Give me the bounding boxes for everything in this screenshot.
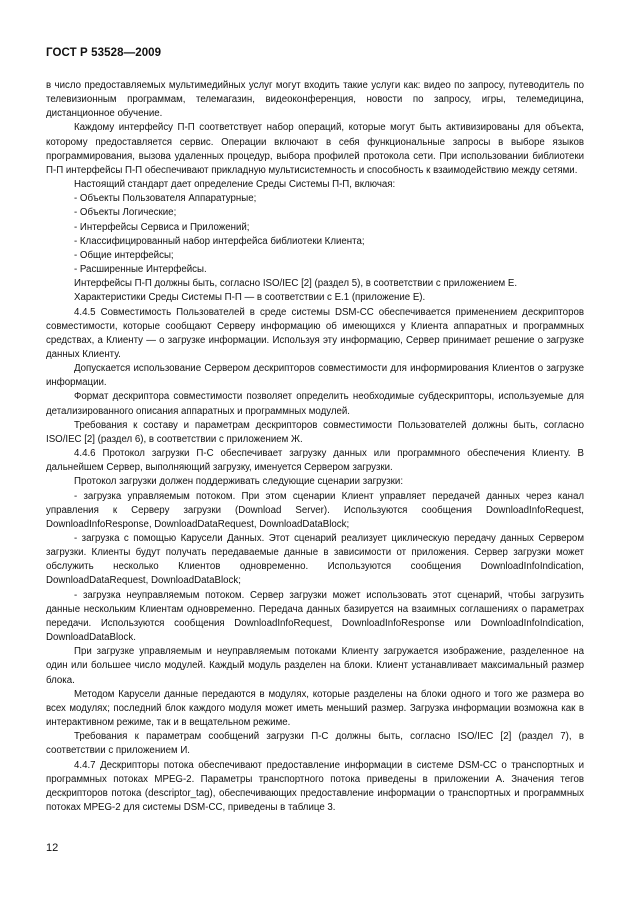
body-paragraph: - загрузка управляемым потоком. При этом сценарии Клиент управляет передачей данных через канал управления к Серверу загрузки (Download Server). Используются сообщения DownloadInfoRequest, DownloadInfoResponse, DownloadDataRequest, DownloadDataBlock; (46, 490, 584, 530)
body-paragraph: Методом Карусели данные передаются в модулях, которые разделены на блоки одного и того же размера во всех модулях; последний блок каждого модуля может иметь меньший размер. Загрузка информации возможна как в интерактивном режиме, так и в вещательном режиме. (46, 688, 584, 729)
body-paragraph: Интерфейсы П-П должны быть, согласно ISO/IEC [2] (раздел 5), в соответствии с приложением Е. (74, 278, 518, 290)
document-body (46, 79, 584, 815)
body-paragraph: - Объекты Пользователя Аппаратурные; (74, 193, 257, 205)
body-paragraph: Настоящий стандарт дает определение Среды Системы П-П, включая: (74, 179, 396, 191)
document-header: ГОСТ Р 53528—2009 (46, 47, 162, 59)
body-paragraph: в число предоставляемых мультимедийных услуг могут входить такие услуги как: видео по запросу, путеводитель по телевизионным программам, телемагазин, видеоконференция, новости по запросу, игры, телемедицина, дистанционное обучение. (46, 80, 584, 120)
body-paragraph: При загрузке управляемым и неуправляемым потоками Клиенту загружается изображение, разделенное на один или большее число модулей. Каждый модуль разделен на блоки. Клиент устанавливает максимальный размер блока. (46, 646, 584, 686)
body-paragraph: Протокол загрузки должен поддерживать следующие сценарии загрузки: (74, 476, 404, 488)
body-paragraph: - Интерфейсы Сервиса и Приложений; (74, 221, 250, 233)
body-paragraph: Каждому интерфейсу П-П соответствует набор операций, которые могут быть активизированы для объекта, которому предоставляется сервис. Операции включают в себя функциональные запросы в выборе языков программирования, вызова удаленных процедур, выбора профилей протокола сети. При использовании библиотеки П-П интерфейсы П-П обеспечивают прикладную мультисистемность и способность к взаимодействию между сетями. (46, 122, 584, 176)
body-paragraph: - Объекты Логические; (74, 207, 177, 219)
body-paragraph: Характеристики Среды Системы П-П — в соответствии с Е.1 (приложение Е). (74, 292, 426, 304)
body-paragraph: Допускается использование Сервером дескрипторов совместимости для информирования Клиентов о загрузке информации. (46, 363, 584, 389)
body-paragraph: 4.4.7 Дескрипторы потока обеспечивают предоставление информации в системе DSM-CC о транспортных и программных потоках MPEG-2. Параметры транспортного потока приведены в приложении А. Значения тегов дескрипторов потока (descriptor_tag), обеспечивающих предоставление информации о транспортных и программных потоках MPEG-2 для системы DSM-CC, приведены в таблице 3. (46, 759, 584, 813)
body-paragraph: - Расширенные Интерфейсы. (74, 264, 207, 276)
body-paragraph: - загрузка неуправляемым потоком. Сервер загрузки может использовать этот сценарий, чтобы загрузить данные нескольким Клиентам одновременно. Передача данных базируется на взаимных соглашениях о параметрах передачи. Используются сообщения DownloadInfoRequest, DownloadInfoResponse или DownloadInfoIndication, DownloadDataBlock. (46, 589, 584, 644)
body-paragraph: 4.4.5 Совместимость Пользователей в среде системы DSM-CC обеспечивается применением дескрипторов совместимости, которые сообщают Серверу информацию об имеющихся у Клиента аппаратных и программных средствах, а Клиенту — о загрузке информации. Используя эту информацию, Сервер принимает решение о загрузке данных Клиенту. (46, 306, 584, 360)
body-paragraph: - Общие интерфейсы; (74, 249, 174, 261)
page-number: 12 (46, 842, 59, 854)
body-paragraph: 4.4.6 Протокол загрузки П-С обеспечивает загрузку данных или программного обеспечения Клиенту. В дальнейшем Сервер, выполняющий загрузку, именуется Сервером загрузки. (46, 448, 584, 474)
body-paragraph: - загрузка с помощью Карусели Данных. Этот сценарий реализует циклическую передачу данных Сервером загрузки. Клиенты будут получать передаваемые данные в зависимости от приложения. Сервер загрузки может обслужить несколько Клиентов одновременно. Используются сообщения DownloadInfoIndication, DownloadDataRequest, DownloadDataBlock; (46, 533, 584, 587)
body-paragraph: Формат дескриптора совместимости позволяет определить необходимые субдескрипторы, используемые для детализированного описания аппаратных и программных модулей. (46, 391, 584, 417)
body-paragraph: Требования к составу и параметрам дескрипторов совместимости Пользователей должны быть, согласно ISO/IEC [2] (раздел 6), в соответствии с приложением Ж. (46, 419, 584, 445)
body-paragraph: - Классифицированный набор интерфейса библиотеки Клиента; (74, 235, 365, 247)
body-paragraph: Требования к параметрам сообщений загрузки П-С должны быть, согласно ISO/IEC [2] (раздел 7), в соответствии с приложением И. (46, 731, 584, 757)
